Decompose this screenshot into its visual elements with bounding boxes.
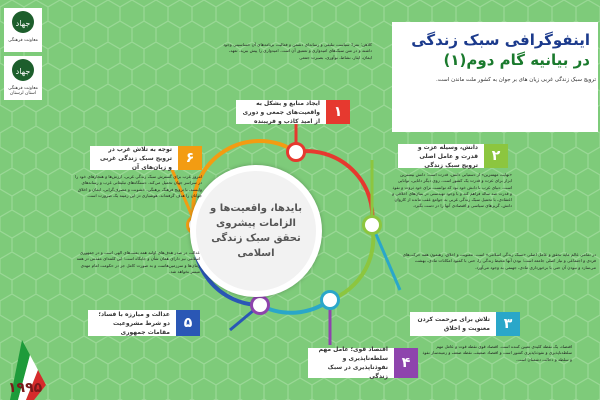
section-1-label [236, 100, 350, 124]
section-5-label [88, 310, 200, 336]
node-3 [320, 290, 340, 310]
section-4-text: اقتصاد، یک نقطه کلیدی تعیین کننده است. اقتصاد قوی نقطه قوت و عامل مهم سلطه‌ناپذیری و نفوذناپذیری کشور است و اقتصاد ضعیف، نقطه ضعف و زمینه‌ساز نفوذ و سلطه و دخالت دشمنان است. [422, 344, 572, 362]
section-6-number: ۶ [178, 146, 202, 170]
title-line-2: در بیانیه گام دوم(۱) [443, 51, 590, 69]
logo-bottom-text: معاونت فرهنگی استان لرستان [8, 86, 38, 96]
center-text: بایدها، واقعیت‌ها و الزامات پیشروی تحقق سبک زندگی اسلامی [210, 203, 302, 259]
section-2-number: ۲ [484, 144, 508, 168]
logo-top-text: معاونت فرهنگی [8, 38, 38, 43]
svg-text:جهاد: جهاد [15, 67, 31, 76]
svg-text:جهاد: جهاد [15, 19, 31, 28]
section-6-title: توجه به تلاش غرب در ترویج سبک زندگی غربی و زیان‌های آن [100, 145, 172, 171]
svg-text:۱۹۹۵: ۱۹۹۵ [8, 380, 43, 396]
intro-text: ترویج سبک زندگی غربی زیان های بر جوان به کشور ملت ماندن است. [436, 77, 596, 83]
section-4-title: اقتصاد قوی؛ عامل مهم سلطه‌ناپذیری و نفوذناپذیری در سبک زندگی [318, 346, 388, 380]
section-2-label [398, 144, 508, 168]
section-5-text: عدالت در صدر هدف‌های اولیه همه بعثت‌های الهی است و در جمهوری اسلامی نیز دارای همان شأن و جایگاه است؛ این کلمه‌ای مقدس در همه زمان‌ها و سرزمین‌هاست و به صورت کامل جز در حکومت امام مهدی میسر نخواهد شد. [76, 250, 200, 274]
node-4 [250, 295, 270, 315]
section-2-title: دانش، وسیله عزت و قدرت و عامل اصلی ترویج سبک زندگی [417, 143, 478, 169]
section-3-text: در تمامی عالم مایه تحقق و عامل اصلی «سبک زندگی اسلامی» است. معنویت و اخلاق، رهنمون همه حرکت‌های فردی و اجتماعی و نیاز اصلی جامعه است؛ بودن آنها محیط زندگی را، حتی با کمبود امکانات مادی، بهشت می‌سازد و نبودن آن حتی با برخورداری مادی، جهنمی به وجود می‌آورد. [402, 252, 596, 270]
section-3-number: ۳ [496, 312, 520, 336]
node-2 [362, 215, 382, 235]
center-circle [190, 165, 322, 297]
section-4-label [308, 348, 418, 378]
section-5-number: ۵ [176, 310, 200, 336]
section-1-title: ایجاد منابع و بشکل به واقعیت‌های جمعی و دوری از امید کاذب و فریبنده [242, 99, 320, 125]
section-6-label [90, 146, 202, 170]
section-1-number: ۱ [326, 100, 350, 124]
section-3-title: تلاش برای مرحمت کردن معنویت و اخلاق [417, 316, 490, 332]
section-3-label [410, 312, 520, 336]
section-5-title: عدالت و مبارزه با فساد؛ دو شرط مشروعیت مقامات جمهوری [98, 310, 170, 336]
title-line-1: اینفوگرافی سبک زندگی [411, 31, 590, 49]
node-1 [286, 142, 306, 162]
section-1-text: کلاهن: نمرا: سیاست تبلیغی و رسانه‌ای دشمن و فعالیت برنامه‌های آن حساسیتی وجود داشته و در متن سبک‌های امیدواری و تعمیق آن است. امیدواری را پیش ببرید. تعهد، ایمان، ایثار، نشاط، نوآوری، بصیرت جمعی [223, 42, 372, 60]
section-2-text: «نهایت مهمترین» از دستیابی دانش، قدرت است: دانش بیشترین ابزار برای عزت و قدرت یک کشور است. روی دیگر دانایی، توانایی است. دنیای غرب با دانش خود بود که توانست برای خود ثروت و نفوذ و قدرت صد ساله فراهم کند و با وجود تهیدستی در بنیان‌های اخلاقی و اعتقادی، با تحمیل سبک زندگی غربی به جوامع عقب مانده از کاروان دانش، گریزهای سیاسی و اقتصادی آنها را در دست بگیرد. [392, 172, 512, 209]
section-4-number: ۴ [394, 348, 418, 378]
section-6-text: امروز غرب برای گسترش سبک زندگی غربی، ارزش‌ها و هنجارهای خود را در سراسر جهان تحمیل می‌کند. دستگاه‌های تبلیغاتی غرب و رسانه‌های وابسته، با ترویج فرهنگ برهنگی، خشونت و مصرف‌گرایی، ایمان و اخلاق جوانان را هدف گرفته‌اند. هوشیاری در این زمینه یک ضرورت است. [75, 174, 202, 198]
